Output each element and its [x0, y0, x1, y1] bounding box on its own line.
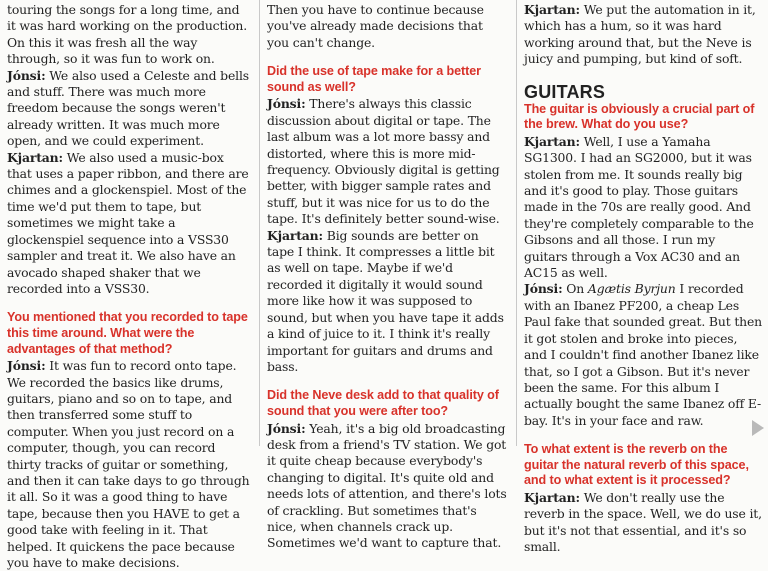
album-title: Agætis Byrjun: [587, 281, 676, 297]
answer-text: There's always this classic discussion about digital or tape. The last album was a lot more bassy and distorted, where this is more mid-frequency. Obviously digital is getting better, with bigger sample rates and stuff, but it was nice for us to do the tape. It's definitely better sound-wise.: [267, 96, 500, 227]
paragraph: [524, 281, 762, 429]
answer-text: We put the automation in it, which has a hum, so it was hard working around that, but the Neve is juicy and pumping, but kind of soft.: [524, 2, 756, 67]
column-divider-left: [259, 0, 260, 446]
answer-text: I recorded with an Ibanez PF200, a cheap Les Paul fake that sounded great. But then it got stolen and broke into pieces, and I couldn't find another Ibanez like that, so I got a Gibson. But it's never been the same. For this album I actually bought the same Ibanez off E-bay. It's in your face and raw.: [524, 281, 762, 428]
interview-question: The guitar is obviously a crucial part of the brew. What do you use?: [524, 101, 755, 132]
speaker-name: Jónsi:: [267, 420, 306, 436]
paragraph: [267, 421, 507, 552]
interview-question: To what extent is the reverb on the guitar the natural reverb of this space, and to what extent is it processed?: [524, 442, 749, 488]
paragraph: [524, 2, 762, 68]
answer-text: Well, I use a Yamaha SG1300. I had an SG2000, but it was stolen from me. It sounds really big and it's good to play. Those guitars made in the 70s are really good. And they're completely comparable to the Gibsons and all those. I run my guitars through a Vox AC30 and an AC15 as well.: [524, 133, 754, 281]
interview-question: You mentioned that you recorded to tape this time around. What were the advantages of that method?: [7, 310, 248, 356]
article-column-3: [524, 2, 762, 556]
speaker-name: Jónsi:: [7, 358, 46, 374]
paragraph: [267, 96, 507, 227]
paragraph: [7, 68, 251, 150]
speaker-name: Kjartan:: [7, 149, 63, 165]
answer-text: It was fun to record onto tape. We recorded the basics like drums, guitars, piano and so on to tape, and then transferred some stuff to computer. When you just record on a computer, though, you can record thirty tracks of guitar or something, and then it can take days to go through it all. So it was a good thing to have tape, because then you HAVE to get a good take with feeling in it. That helped. It quickens the pace because you have to make decisions.: [7, 358, 250, 570]
paragraph: [7, 150, 251, 298]
answer-text: Big sounds are better on tape I think. It compresses a little bit as well on tape. Maybe if we'd recorded it digitally it would sound more like how it was supposed to sound, but when you have tape it adds a kind of juice to it. I think it's really important for guitars and drums and bass.: [267, 227, 504, 374]
paragraph: [7, 358, 251, 571]
paragraph: [524, 134, 762, 282]
article-column-1: [7, 2, 251, 571]
speaker-name: Kjartan:: [524, 489, 580, 505]
speaker-name: Kjartan:: [524, 2, 580, 17]
next-page-arrow-icon[interactable]: [752, 420, 764, 436]
paragraph: [524, 490, 762, 556]
speaker-name: Kjartan:: [524, 133, 580, 149]
paragraph: Then you have to continue because you've already made decisions that you can't change.: [267, 2, 484, 50]
paragraph: [267, 228, 507, 376]
answer-text: We don't really use the reverb in the space. Well, we do use it, but it's not that essential, and it's so small.: [524, 489, 762, 555]
article-column-2: [267, 2, 507, 552]
column-divider-right: [516, 0, 517, 446]
answer-text: Yeah, it's a big old broadcasting desk from a friend's TV station. We got it quite cheap because everybody's changing to digital. It's quite old and needs lots of attention, and there's lots of crackling. But sometimes that's nice, when channels crack up. Sometimes we'd want to capture that.: [267, 420, 507, 551]
section-heading: GUITARS: [524, 81, 606, 102]
answer-text: We also used a Celeste and bells and stuff. There was much more freedom because the songs weren't already written. It was much more open, and we could experiment.: [7, 67, 249, 149]
speaker-name: Kjartan:: [267, 227, 323, 243]
speaker-name: Jónsi:: [7, 67, 46, 83]
answer-text: On: [562, 281, 588, 297]
speaker-name: Jónsi:: [524, 281, 563, 297]
paragraph: touring the songs for a long time, and it was hard working on the production. On this it was fresh all the way through, so it was fun to work on.: [7, 2, 248, 67]
answer-text: We also used a music-box that uses a paper ribbon, and there are chimes and a glockenspiel. Most of the time we'd put them to tape, but sometimes we might take a glockenspiel sequence into a VSS30 sampler and treat it. We also have an avocado shaped shaker that we recorded into a VSS30.: [7, 149, 249, 296]
speaker-name: Jónsi:: [267, 96, 306, 112]
interview-question: Did the Neve desk add to that quality of sound that you were after too?: [267, 388, 499, 418]
interview-question: Did the use of tape make for a better sound as well?: [267, 64, 481, 94]
